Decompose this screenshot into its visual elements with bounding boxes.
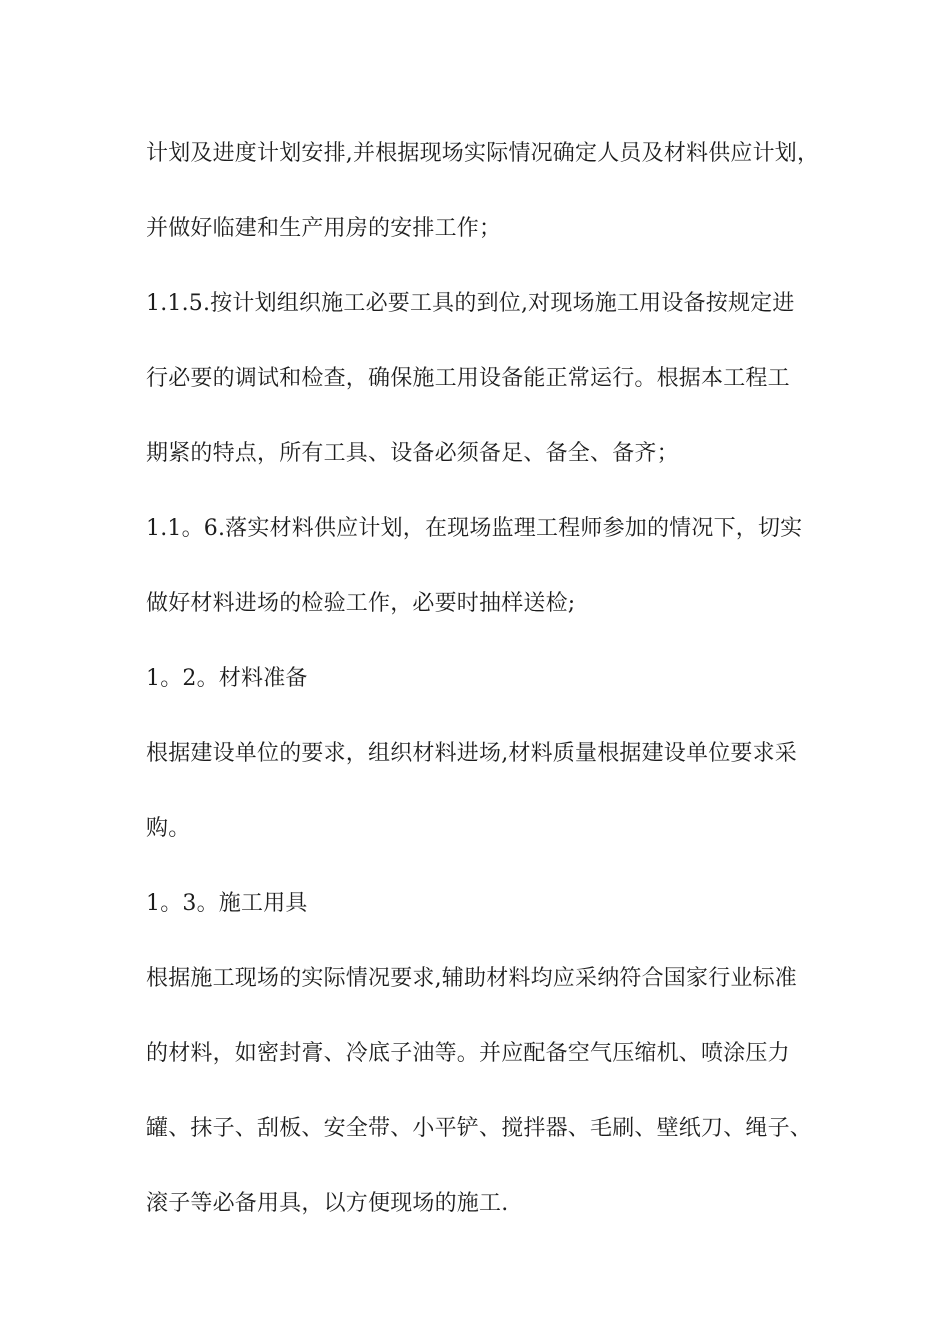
- text-line: 罐、抹子、刮板、安全带、小平铲、搅拌器、毛刷、壁纸刀、绳子、: [146, 1116, 813, 1141]
- heading-1-3-tools: 1。3。施工用具: [146, 891, 308, 916]
- document-body: [146, 134, 826, 1259]
- text-line: 根据施工现场的实际情况要求,辅助材料均应采纳符合国家行业标准: [146, 966, 797, 991]
- heading-1-2-materials: 1。2。材料准备: [146, 666, 308, 691]
- section-1-1-6-line: 1.1。6.落实材料供应计划，在现场监理工程师参加的情况下，切实: [146, 516, 803, 541]
- text-line: 根据建设单位的要求，组织材料进场,材料质量根据建设单位要求采: [146, 741, 797, 766]
- text-line: 期紧的特点，所有工具、设备必须备足、备全、备齐；: [146, 441, 679, 466]
- section-1-1-5-line: 1.1.5.按计划组织施工必要工具的到位,对现场施工用设备按规定进: [146, 291, 795, 316]
- text-line: 行必要的调试和检查，确保施工用设备能正常运行。根据本工程工: [146, 366, 790, 391]
- text-line: 做好材料进场的检验工作，必要时抽样送检;: [146, 591, 576, 616]
- text-line: 滚子等必备用具，以方便现场的施工.: [146, 1191, 509, 1216]
- text-line: 的材料，如密封膏、冷底子油等。并应配备空气压缩机、喷涂压力: [146, 1041, 790, 1066]
- text-line: 计划及进度计划安排,并根据现场实际情况确定人员及材料供应计划，: [146, 141, 820, 166]
- text-line: 购。: [146, 816, 191, 841]
- text-line: 并做好临建和生产用房的安排工作；: [146, 216, 502, 241]
